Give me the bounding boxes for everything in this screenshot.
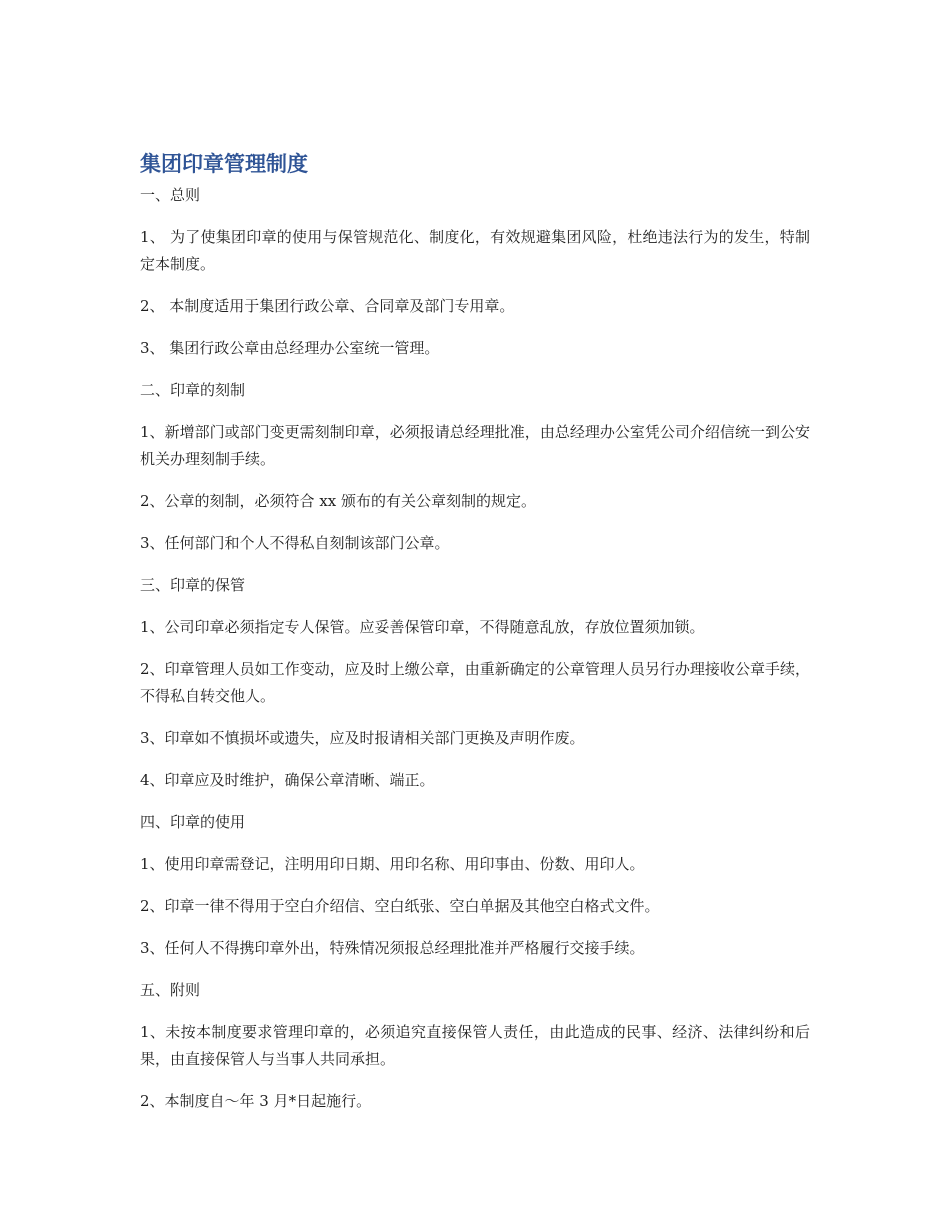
section-heading: 三、印章的保管 (140, 576, 246, 594)
section-seal-custody (140, 572, 810, 794)
document-page (140, 146, 810, 1130)
paragraph: 1、使用印章需登记，注明用印日期、用印名称、用印事由、份数、用印人。 (140, 855, 645, 873)
section-heading: 一、总则 (140, 186, 201, 204)
paragraph: 3、 集团行政公章由总经理办公室统一管理。 (140, 339, 440, 357)
section-general (140, 182, 810, 362)
section-supplementary (140, 977, 810, 1115)
paragraph: 2、本制度自～年 3 月*日起施行。 (140, 1092, 372, 1110)
section-seal-usage (140, 809, 810, 962)
paragraph: 3、印章如不慎损坏或遗失，应及时报请相关部门更换及声明作废。 (140, 729, 585, 747)
section-heading: 四、印章的使用 (140, 813, 246, 831)
paragraph: 3、任何部门和个人不得私自刻制该部门公章。 (140, 534, 450, 552)
paragraph: 2、 本制度适用于集团行政公章、合同章及部门专用章。 (140, 297, 515, 315)
document-title: 集团印章管理制度 (140, 152, 308, 176)
paragraph: 1、 为了使集团印章的使用与保管规范化、制度化，有效规避集团风险，杜绝违法行为的发生，特制定本制度。 (140, 228, 810, 273)
paragraph: 3、任何人不得携印章外出，特殊情况须报总经理批准并严格履行交接手续。 (140, 939, 645, 957)
paragraph: 2、公章的刻制，必须符合 xx 颁布的有关公章刻制的规定。 (140, 492, 537, 510)
paragraph: 1、未按本制度要求管理印章的，必须追究直接保管人责任，由此造成的民事、经济、法律纠纷和后果，由直接保管人与当事人共同承担。 (140, 1023, 810, 1068)
paragraph: 2、印章管理人员如工作变动，应及时上缴公章，由重新确定的公章管理人员另行办理接收公章手续，不得私自转交他人。 (140, 660, 810, 705)
section-heading: 二、印章的刻制 (140, 381, 246, 399)
section-seal-making (140, 377, 810, 557)
paragraph: 1、公司印章必须指定专人保管。应妥善保管印章，不得随意乱放，存放位置须加锁。 (140, 618, 705, 636)
section-heading: 五、附则 (140, 981, 201, 999)
paragraph: 1、新增部门或部门变更需刻制印章，必须报请总经理批准，由总经理办公室凭公司介绍信统一到公安机关办理刻制手续。 (140, 423, 810, 468)
paragraph: 2、印章一律不得用于空白介绍信、空白纸张、空白单据及其他空白格式文件。 (140, 897, 660, 915)
paragraph: 4、印章应及时维护，确保公章清晰、端正。 (140, 771, 435, 789)
